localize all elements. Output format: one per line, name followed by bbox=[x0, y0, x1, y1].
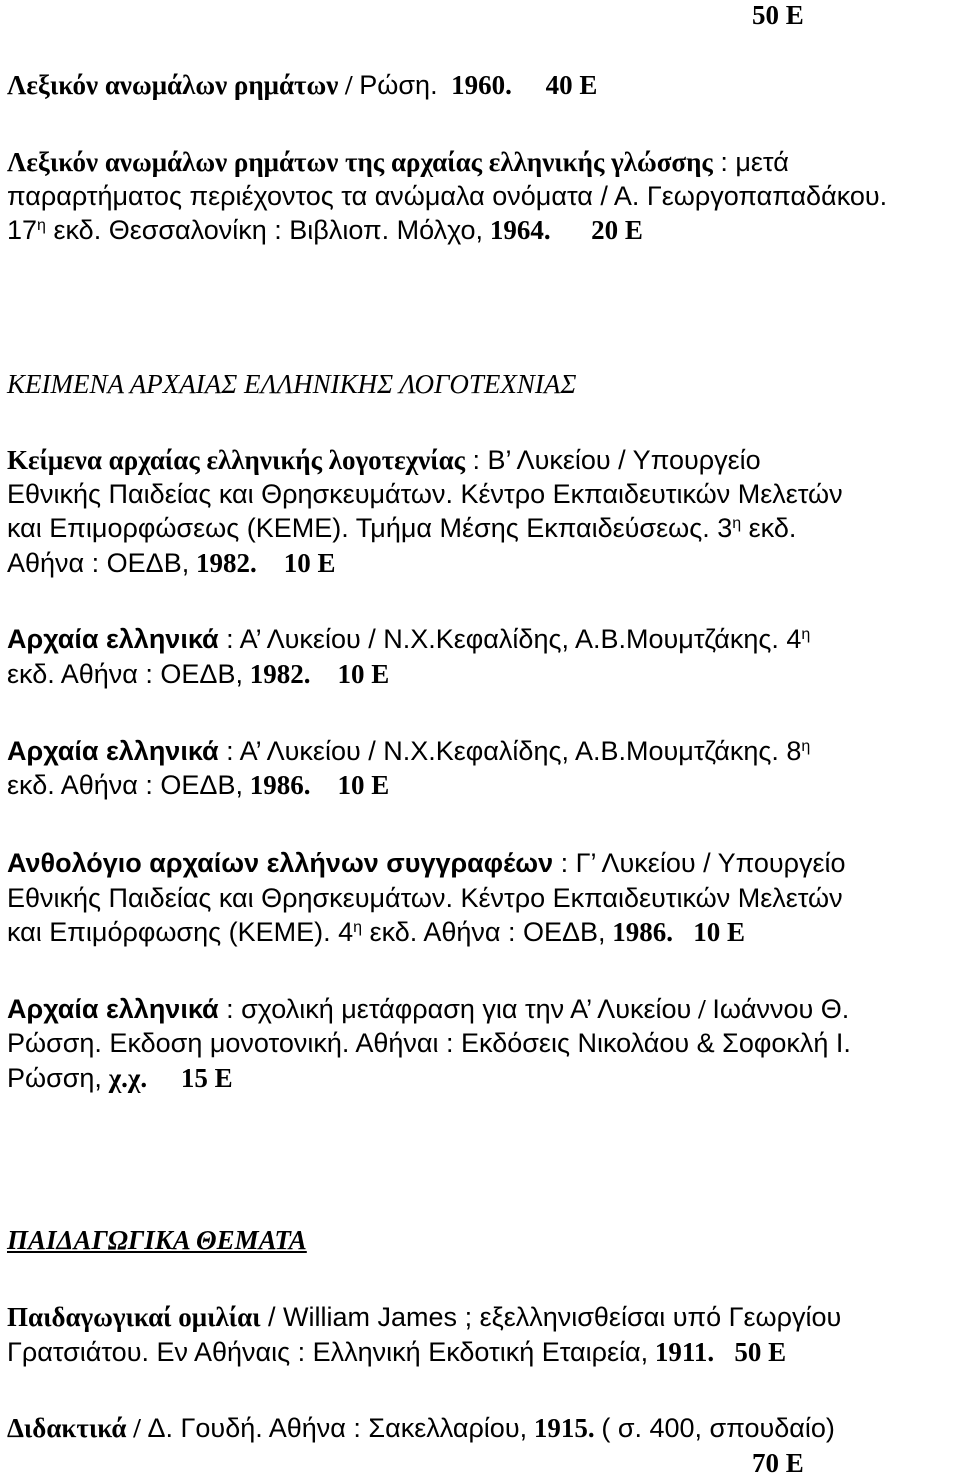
section-heading: ΠΑΙΔΑΓΩΓΙΚΑ ΘΕΜΑΤΑ bbox=[7, 1225, 307, 1255]
entry-price: 40 E bbox=[545, 70, 598, 100]
separator: / bbox=[126, 1413, 148, 1443]
entry-line bbox=[7, 994, 849, 1024]
entry-title: Διδακτικά bbox=[7, 1413, 127, 1443]
entry-line bbox=[7, 147, 789, 177]
entry-line: Εθνικής Παιδείας και Θρησκευμάτων. Κέντρο Εκπαιδευτικών Μελετών bbox=[7, 479, 843, 509]
entry-title: Αρχαία ελληνικά bbox=[7, 736, 219, 766]
entry-text: εκδ. Αθήνα : ΟΕΔΒ, bbox=[7, 770, 243, 800]
entry-text: : σχολική μετάφραση για την Α’ Λυκείου bbox=[218, 994, 692, 1024]
entry-year: 1964. bbox=[489, 215, 551, 245]
entry-price: 10 E bbox=[283, 548, 336, 578]
entry-line bbox=[7, 770, 389, 800]
entry-line bbox=[7, 1063, 233, 1093]
entry-text: : Α’ Λυκείου / Ν.Χ.Κεφαλίδης, Α.Β.Μουμτζάκης. 8 bbox=[218, 736, 802, 766]
superscript: η bbox=[37, 217, 46, 234]
entry-title: Παιδαγωγικαί ομιλίαι bbox=[7, 1302, 261, 1332]
entry-title: Λεξικόν ανωμάλων ρημάτων bbox=[7, 70, 339, 100]
entry-text: : Α’ Λυκείου / Ν.Χ.Κεφαλίδης, Α.Β.Μουμτζάκης. 4 bbox=[218, 624, 802, 654]
entry-price: 50 E bbox=[734, 1337, 787, 1367]
entry-date: χ.χ. bbox=[108, 1063, 148, 1093]
entry-year: 1982. bbox=[249, 659, 311, 689]
entry-price: 15 E bbox=[180, 1063, 233, 1093]
entry-year: 1986. bbox=[249, 770, 311, 800]
entry-title: Ανθολόγιο αρχαίων ελλήνων συγγραφέων bbox=[7, 848, 554, 878]
entry-author: Ιωάννου Θ. bbox=[712, 994, 850, 1024]
entry-year: 1960. bbox=[451, 70, 512, 100]
entry-text: : Γ’ Λυκείου / Υπουργείο bbox=[553, 848, 846, 878]
entry-line bbox=[7, 1413, 835, 1443]
entry-text: εκδ. Αθήνα : ΟΕΔΒ, bbox=[7, 659, 243, 689]
entry-title: Λεξικόν ανωμάλων ρημάτων της αρχαίας ελληνικής γλώσσης bbox=[7, 147, 713, 177]
superscript: η bbox=[353, 919, 363, 936]
entry-line bbox=[7, 1337, 786, 1367]
superscript: η bbox=[801, 738, 811, 755]
superscript: η bbox=[801, 626, 811, 643]
entry-line bbox=[7, 848, 846, 878]
entry-line bbox=[7, 513, 796, 543]
entry-line bbox=[7, 736, 810, 766]
entry-year: 1915. bbox=[533, 1413, 595, 1443]
entry-year: 1986. bbox=[612, 917, 674, 947]
entry-text: και Επιμόρφωσης (ΚΕΜΕ). 4 bbox=[7, 917, 354, 947]
entry-line bbox=[7, 445, 761, 475]
entry-price: 10 E bbox=[337, 770, 390, 800]
entry-year: 1911. bbox=[654, 1337, 715, 1367]
entry-price: 20 E bbox=[591, 215, 643, 245]
entry-line: παραρτήματος περιέχοντος τα ανώμαλα ονόματα / Α. Γεωργοπαπαδάκου. bbox=[7, 181, 888, 211]
entry-text: : Β’ Λυκείου / Υπουργείο bbox=[465, 445, 761, 475]
entry-text: Ρώσση, bbox=[7, 1063, 102, 1093]
entry-price: 10 E bbox=[693, 917, 746, 947]
section-heading: ΚΕΙΜΕΝΑ ΑΡΧΑΙΑΣ ΕΛΛΗΝΙΚΗΣ ΛΟΓΟΤΕΧΝΙΑΣ bbox=[7, 369, 577, 399]
page-bottom-price: 70 E bbox=[752, 1448, 804, 1478]
entry-text: / William James ; εξελληνισθείσαι υπό Γεωργίου bbox=[260, 1302, 842, 1332]
entry-title: Αρχαία ελληνικά bbox=[7, 994, 219, 1024]
entry-text: Δ. Γουδή. Αθήνα : Σακελλαρίου, bbox=[147, 1413, 528, 1443]
entry-line bbox=[7, 659, 389, 689]
entry-note: ( σ. 400, σπουδαίο) bbox=[601, 1413, 835, 1443]
entry-line bbox=[7, 624, 810, 654]
entry-text: εκδ. Θεσσαλονίκη : Βιβλιοπ. Μόλχο, bbox=[45, 215, 484, 245]
entry-line bbox=[7, 1302, 841, 1332]
entry-author: Ρώση. bbox=[359, 70, 438, 100]
page-top-price: 50 E bbox=[752, 0, 804, 30]
entry-line bbox=[7, 548, 335, 578]
entry-line bbox=[7, 215, 643, 245]
entry-text: εκδ. bbox=[741, 513, 797, 543]
superscript: η bbox=[732, 515, 742, 532]
entry-text: : μετά bbox=[712, 147, 789, 177]
entry-line bbox=[7, 70, 597, 100]
entry-price: 10 E bbox=[337, 659, 390, 689]
entry-line: Εθνικής Παιδείας και Θρησκευμάτων. Κέντρο Εκπαιδευτικών Μελετών bbox=[7, 883, 843, 913]
entry-line bbox=[7, 917, 745, 947]
edition-number: 17 bbox=[7, 215, 38, 245]
entry-text: και Επιμορφώσεως (ΚΕΜΕ). Τμήμα Μέσης Εκπαιδεύσεως. 3 bbox=[7, 513, 733, 543]
entry-text: εκδ. Αθήνα : ΟΕΔΒ, bbox=[362, 917, 606, 947]
separator: / bbox=[338, 70, 360, 100]
entry-text: Αθήνα : ΟΕΔΒ, bbox=[7, 548, 190, 578]
entry-line: Ρώσση. Εκδοση μονοτονική. Αθήναι : Εκδόσεις Νικολάου & Σοφοκλή Ι. bbox=[7, 1028, 851, 1058]
separator: / bbox=[691, 994, 713, 1024]
entry-year: 1982. bbox=[195, 548, 257, 578]
entry-text: Γρατσιάτου. Εν Αθήναις : Ελληνική Εκδοτική Εταιρεία, bbox=[7, 1337, 649, 1367]
entry-title: Αρχαία ελληνικά bbox=[7, 624, 219, 654]
entry-title: Κείμενα αρχαίας ελληνικής λογοτεχνίας bbox=[7, 445, 466, 475]
